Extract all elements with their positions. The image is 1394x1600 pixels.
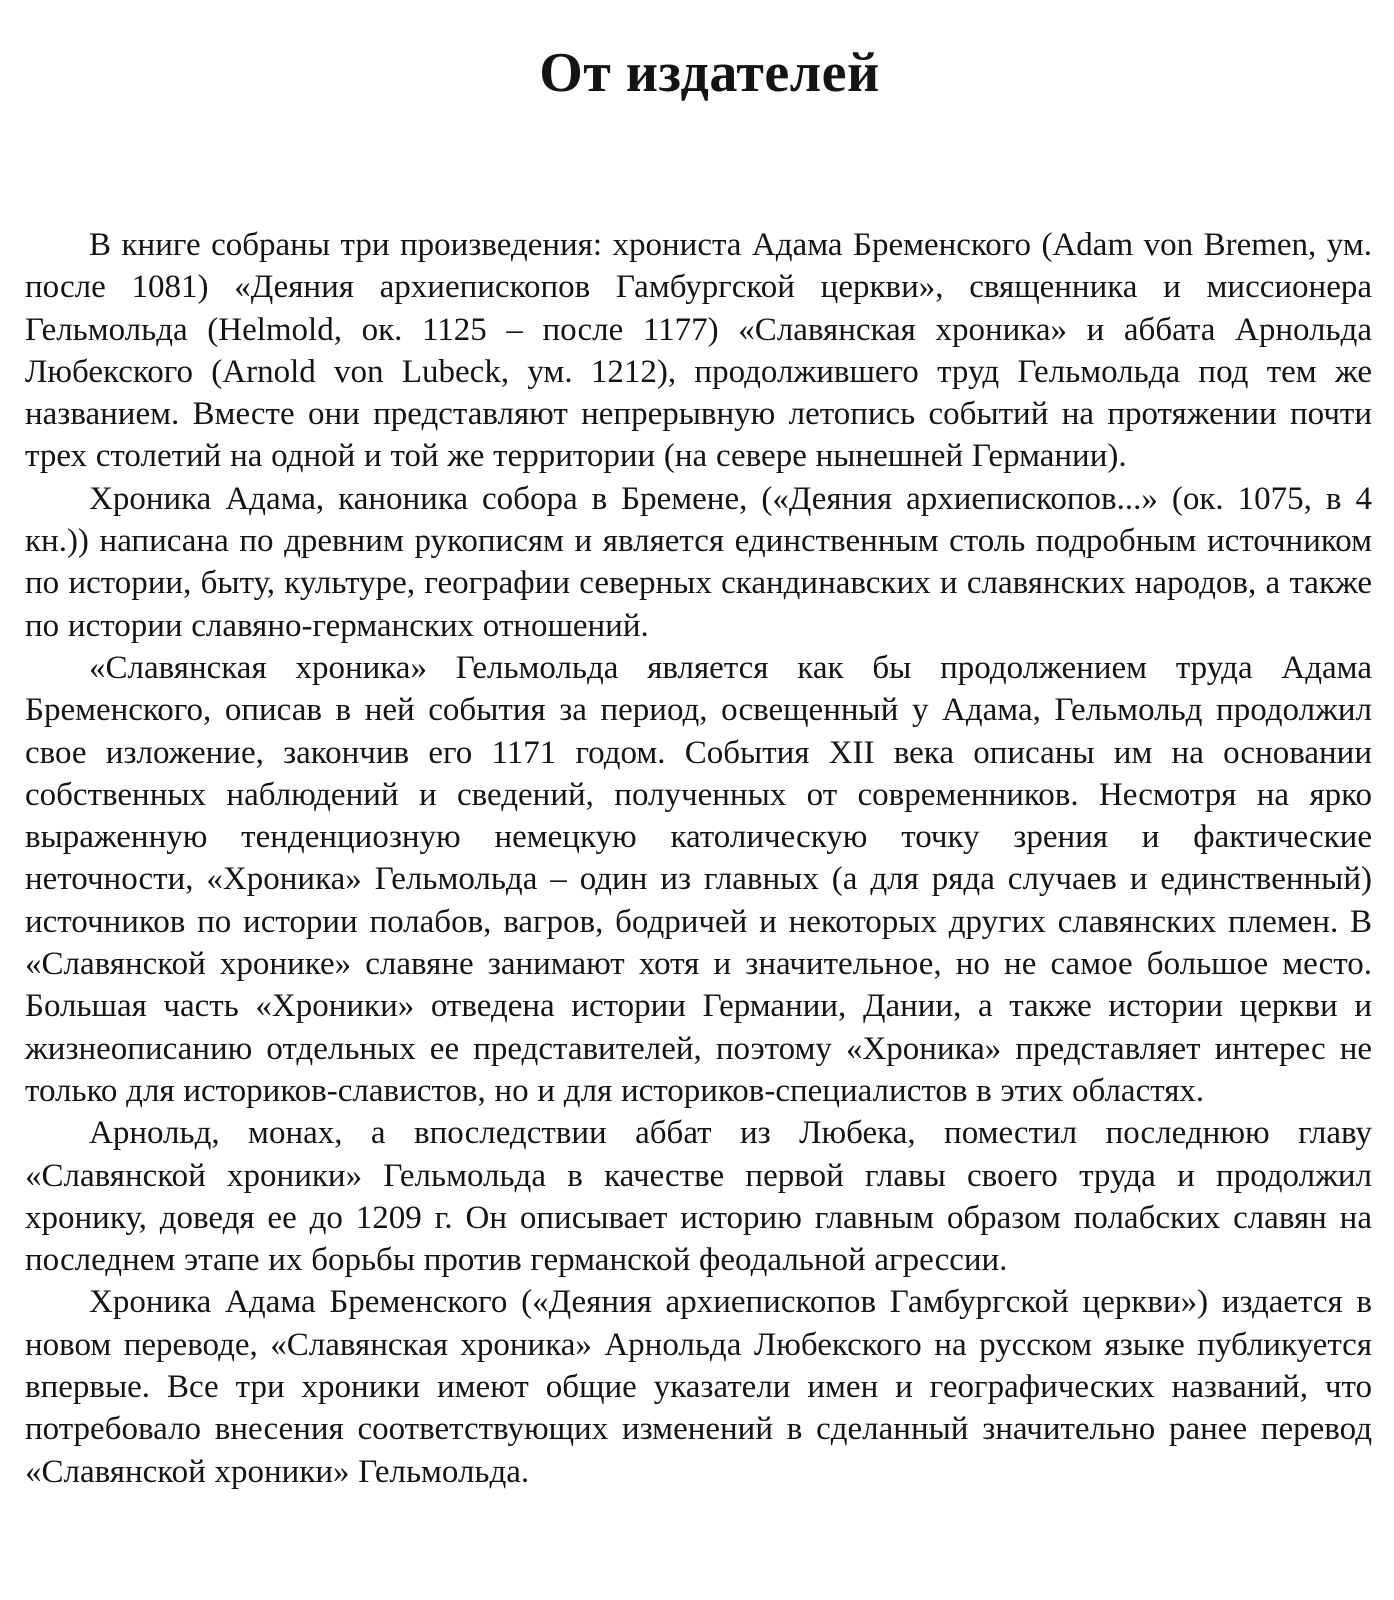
document-page: [25, 34, 1372, 1493]
paragraph-3: «Славянская хроника» Гельмольда является как бы продолжением труда Адама Бременского, описав в ней события за период, освещенный у Адама, Гельмольд продолжил свое изложение, закончив его 1171 годом. События XII века описаны им на основании собственных наблюдений и сведений, полученных от современников. Несмотря на ярко выраженную тенденциозную немецкую католическую точку зрения и фактические неточности, «Хроника» Гельмольда – один из главных (а для ряда случаев и единственный) источников по истории полабов, вагров, бодричей и некоторых других славянских племен. В «Славянской хронике» славяне занимают хотя и значительное, но не самое большое место. Большая часть «Хроники» отведена истории Германии, Дании, а также истории церкви и жизнеописанию отдельных ее представителей, поэтому «Хроника» представляет интерес не только для историков-славистов, но и для историков-специалистов в этих областях.: [25, 649, 1372, 1109]
body-text: [25, 224, 1372, 1493]
page-title: От издателей: [539, 42, 880, 104]
paragraph-2: Хроника Адама, каноника собора в Бремене, («Деяния архиепископов...» (ок. 1075, в 4 кн.)) написана по древним рукописям и является единственным столь подробным источником по истории, быту, культуре, географии северных скандинавских и славянских народов, а также по истории славяно-германских отношений.: [25, 480, 1372, 644]
paragraph-1: В книге собраны три произведения: хрониста Адама Бременского (Adam von Bremen, ум. после 1081) «Деяния архиепископов Гамбургской церкви», священника и миссионера Гельмольда (Helmold, ок. 1125 – после 1177) «Славянская хроника» и аббата Арнольда Любекского (Arnold von Lubeck, ум. 1212), продолжившего труд Гельмольда под тем же названием. Вместе они представляют непрерывную летопись событий на протяжении почти трех столетий на одной и той же территории (на севере нынешней Германии).: [25, 227, 1372, 475]
paragraph-5: Хроника Адама Бременского («Деяния архиепископов Гамбургской церкви») издается в новом переводе, «Славянская хроника» Арнольда Любекского на русском языке публикуется впервые. Все три хроники имеют общие указатели имен и географических названий, что потребовало внесения соответствующих изменений в сделанный значительно ранее перевод «Славянской хроники» Гельмольда.: [25, 1284, 1372, 1490]
paragraph-4: Арнольд, монах, а впоследствии аббат из Любека, поместил последнюю главу «Славянской хроники» Гельмольда в качестве первой главы своего труда и продолжил хронику, доведя ее до 1209 г. Он описывает историю главным образом полабских славян на последнем этапе их борьбы против германской феодальной агрессии.: [25, 1115, 1372, 1279]
